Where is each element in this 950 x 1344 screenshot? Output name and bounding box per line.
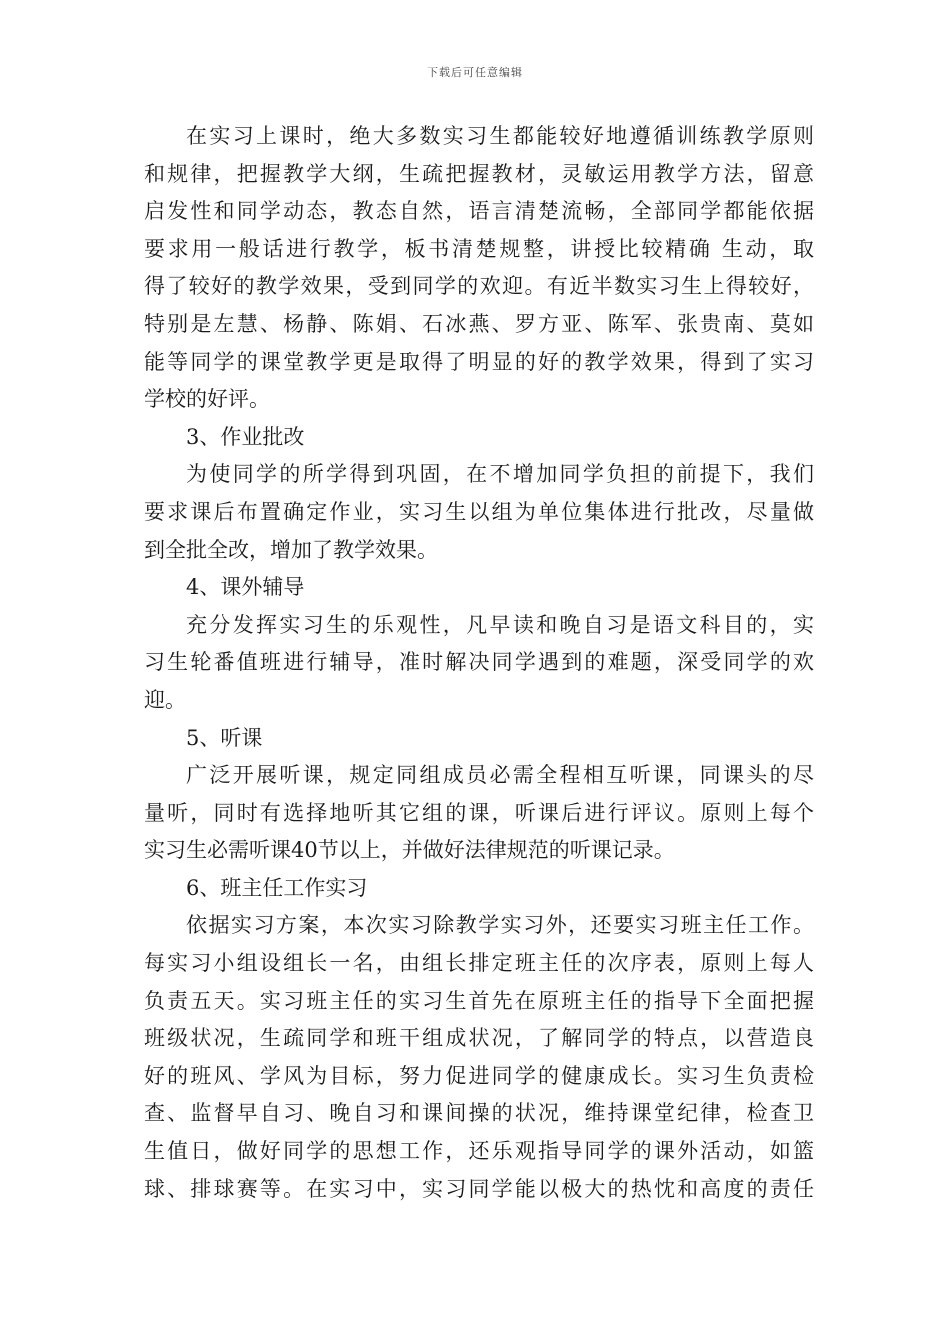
text-line: 查、监督早自习、晚自习和课间操的状况，维持课堂纪律，检查卫 [144, 1101, 814, 1126]
document-body [144, 118, 814, 1208]
text-line: 迎。 [144, 687, 186, 712]
text-line: 启发性和同学动态，教态自然，语言清楚流畅，全部同学都能依据 [144, 199, 814, 224]
text-line: 得了较好的教学效果，受到同学的欢迎。有近半数实习生上得较好， [144, 274, 814, 299]
text-line: 特别是左慧、杨静、陈娟、石冰燕、罗方亚、陈军、张贵南、莫如 [144, 311, 814, 336]
text-line: 依据实习方案，本次实习除教学实习外，还要实习班主任工作。 [186, 913, 814, 938]
text-line: 每实习小组设组长一名，由组长排定班主任的次序表，原则上每人 [144, 951, 814, 976]
text-line: 要求课后布置确定作业，实习生以组为单位集体进行批改，尽量做 [144, 499, 814, 524]
text-line: 量听，同时有选择地听其它组的课，听课后进行评议。原则上每个 [144, 800, 814, 825]
text-line: 到全批全改，增加了教学效果。 [144, 537, 438, 562]
text-line: 实习生必需听课40节以上，并做好法律规范的听课记录。 [144, 838, 675, 863]
text-line: 6、班主任工作实习 [186, 875, 368, 900]
text-line: 习生轮番值班进行辅导，准时解决同学遇到的难题，深受同学的欢 [144, 650, 814, 675]
page-header: 下载后可任意编辑 [427, 66, 523, 79]
text-line: 广泛开展听课，规定同组成员必需全程相互听课，同课头的尽 [186, 763, 814, 788]
text-line: 要求用一般话进行教学，板书清楚规整，讲授比较精确 生动，取 [144, 236, 814, 261]
text-line: 球、排球赛等。在实习中，实习同学能以极大的热忱和高度的责任 [144, 1176, 814, 1201]
text-line: 生值日，做好同学的思想工作，还乐观指导同学的课外活动，如篮 [144, 1139, 814, 1164]
text-line: 负责五天。实习班主任的实习生首先在原班主任的指导下全面把握 [144, 988, 814, 1013]
text-line: 为使同学的所学得到巩固，在不增加同学负担的前提下，我们 [186, 462, 814, 487]
text-line: 学校的好评。 [144, 387, 270, 412]
text-line: 3、作业批改 [186, 424, 305, 449]
text-line: 和规律，把握教学大纲，生疏把握教材，灵敏运用教学方法，留意 [144, 161, 814, 186]
text-line: 能等同学的课堂教学更是取得了明显的好的教学效果，得到了实习 [144, 349, 814, 374]
text-line: 班级状况，生疏同学和班干组成状况，了解同学的特点，以营造良 [144, 1026, 814, 1051]
text-line: 充分发挥实习生的乐观性，凡早读和晚自习是语文科目的，实 [186, 612, 814, 637]
text-line: 4、课外辅导 [186, 575, 305, 600]
text-line: 在实习上课时，绝大多数实习生都能较好地遵循训练教学原则 [186, 124, 814, 148]
text-line: 5、听课 [186, 725, 263, 750]
text-line: 好的班风、学风为目标，努力促进同学的健康成长。实习生负责检 [144, 1063, 814, 1088]
